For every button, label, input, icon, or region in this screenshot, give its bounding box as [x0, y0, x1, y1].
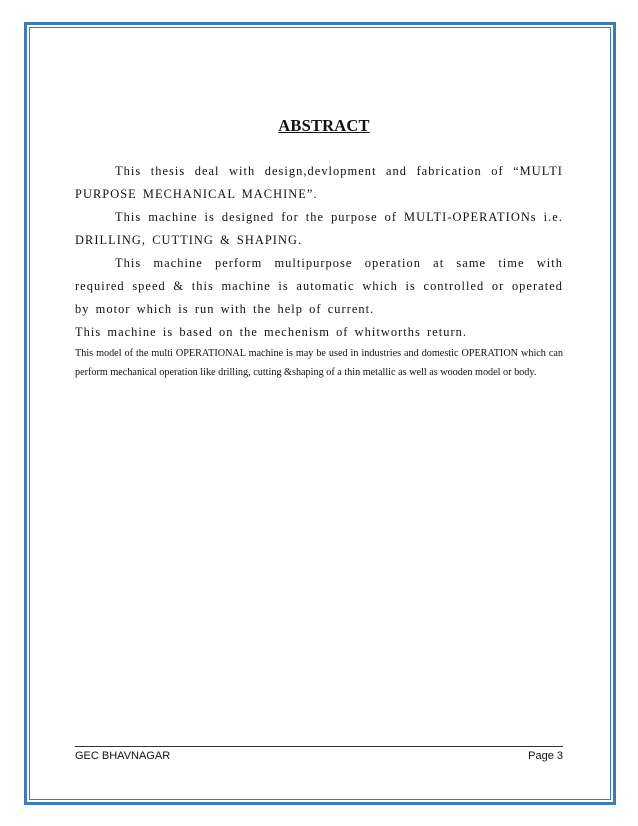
paragraph-operation: This machine perform multipurpose operation at same time with required speed & this machine is automatic which is controlled or operated by motor which is run with the help of current. [75, 256, 563, 316]
paragraph-purpose: This machine is designed for the purpose of MULTI-OPERATIONs i.e. DRILLING, CUTTING & SHAPING. [75, 210, 563, 247]
footer-institution: GEC BHAVNAGAR [75, 750, 171, 762]
footer-page-number: Page 3 [528, 750, 563, 762]
document-body [75, 110, 563, 382]
paragraph-model-usage: This model of the multi OPERATIONAL machine is may be used in industries and domestic OPERATION which can perform mechanical operation like drilling, cutting &shaping of a thin metallic as well as wooden model or body. [75, 348, 563, 378]
paragraph-mechanism: This machine is based on the mechenism of whitworths return. [75, 325, 468, 339]
paragraph-thesis: This thesis deal with design,devlopment and fabrication of “MULTI PURPOSE MECHANICAL MACHINE”. [75, 164, 563, 201]
page-footer [75, 746, 563, 762]
abstract-title: ABSTRACT [278, 116, 370, 135]
